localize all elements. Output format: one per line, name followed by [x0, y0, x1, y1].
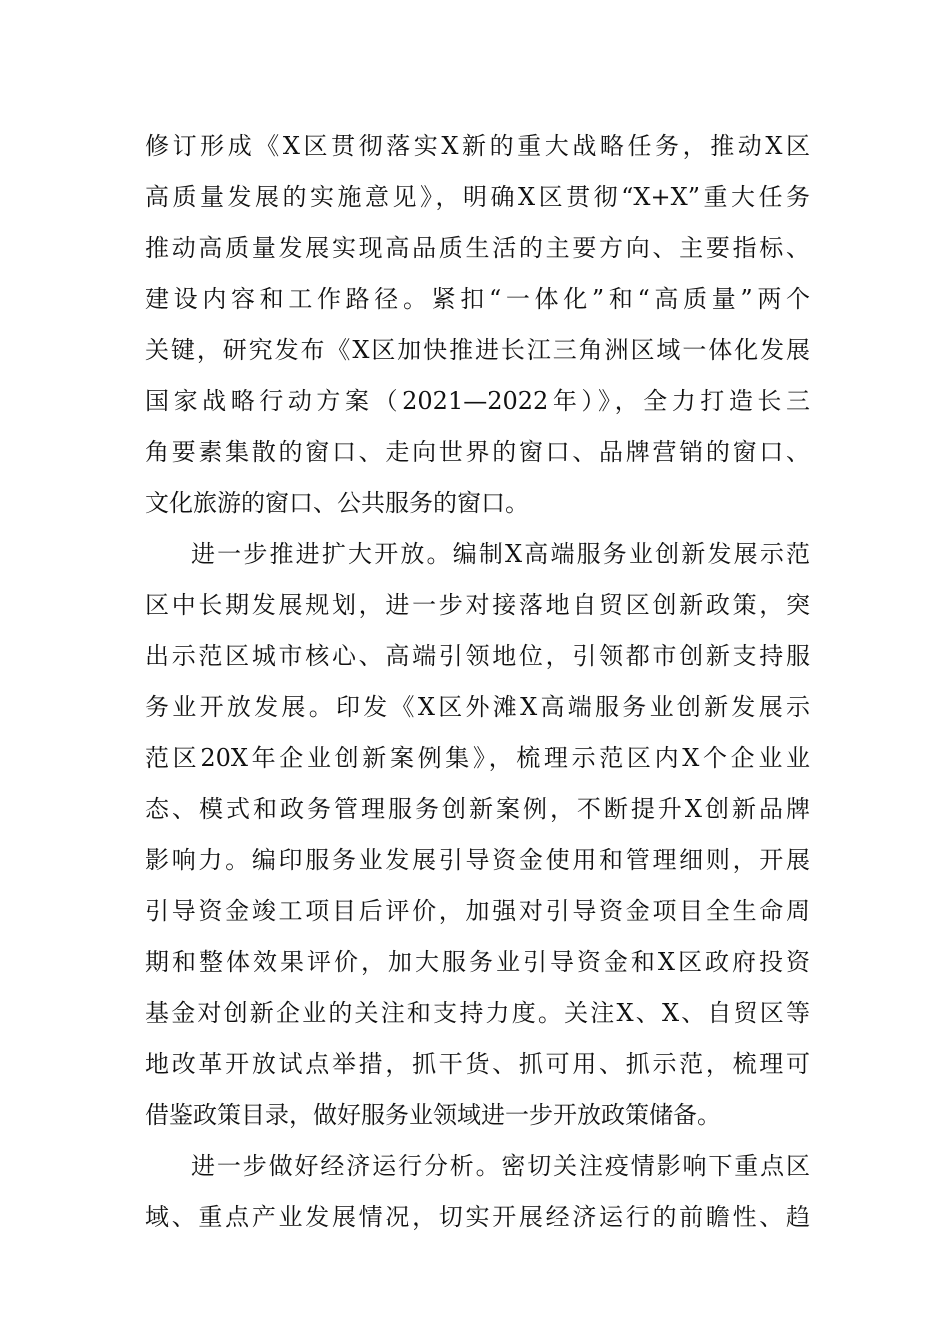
- paragraph-line: 建设内容和工作路径。紧扣“一体化”和“高质量”两个: [145, 285, 810, 313]
- paragraph-line: 借鉴政策目录，做好服务业领域进一步开放政策储备。: [145, 1101, 721, 1129]
- paragraph-line: 进一步推进扩大开放。编制X高端服务业创新发展示范: [191, 540, 810, 568]
- paragraph-line: 区中长期发展规划，进一步对接落地自贸区创新政策，突: [145, 591, 810, 619]
- paragraph-line: 域、重点产业发展情况，切实开展经济运行的前瞻性、趋: [145, 1203, 810, 1231]
- paragraph-3: [145, 1141, 810, 1243]
- paragraph-line: 关键，研究发布《X区加快推进长江三角洲区域一体化发展: [145, 336, 810, 364]
- paragraph-line: 修订形成《X区贯彻落实X新的重大战略任务，推动X区: [145, 132, 810, 160]
- paragraph-line: 期和整体效果评价，加大服务业引导资金和X区政府投资: [145, 948, 810, 976]
- document-body: [145, 121, 810, 1243]
- paragraph-line: 推动高质量发展实现高品质生活的主要方向、主要指标、: [145, 234, 810, 262]
- paragraph-line: 影响力。编印服务业发展引导资金使用和管理细则，开展: [145, 846, 810, 874]
- paragraph-line: 态、模式和政务管理服务创新案例，不断提升X创新品牌: [145, 795, 810, 823]
- paragraph-line: 出示范区城市核心、高端引领地位，引领都市创新支持服: [145, 642, 810, 670]
- paragraph-line: 文化旅游的窗口、公共服务的窗口。: [145, 489, 529, 517]
- paragraph-2: [145, 529, 810, 1141]
- paragraph-line: 基金对创新企业的关注和支持力度。关注X、X、自贸区等: [145, 999, 810, 1027]
- paragraph-line: 地改革开放试点举措，抓干货、抓可用、抓示范，梳理可: [145, 1050, 810, 1078]
- paragraph-line: 范区20X年企业创新案例集》，梳理示范区内X个企业业: [145, 744, 810, 772]
- paragraph-line: 角要素集散的窗口、走向世界的窗口、品牌营销的窗口、: [145, 438, 810, 466]
- paragraph-line: 国家战略行动方案（2021—2022年）》，全力打造长三: [145, 387, 810, 415]
- paragraph-line: 引导资金竣工项目后评价，加强对引导资金项目全生命周: [145, 897, 810, 925]
- paragraph-1: [145, 121, 810, 529]
- paragraph-line: 务业开放发展。印发《X区外滩X高端服务业创新发展示: [145, 693, 810, 721]
- paragraph-line: 进一步做好经济运行分析。密切关注疫情影响下重点区: [191, 1152, 810, 1180]
- paragraph-line: 高质量发展的实施意见》，明确X区贯彻“X+X”重大任务: [145, 183, 810, 211]
